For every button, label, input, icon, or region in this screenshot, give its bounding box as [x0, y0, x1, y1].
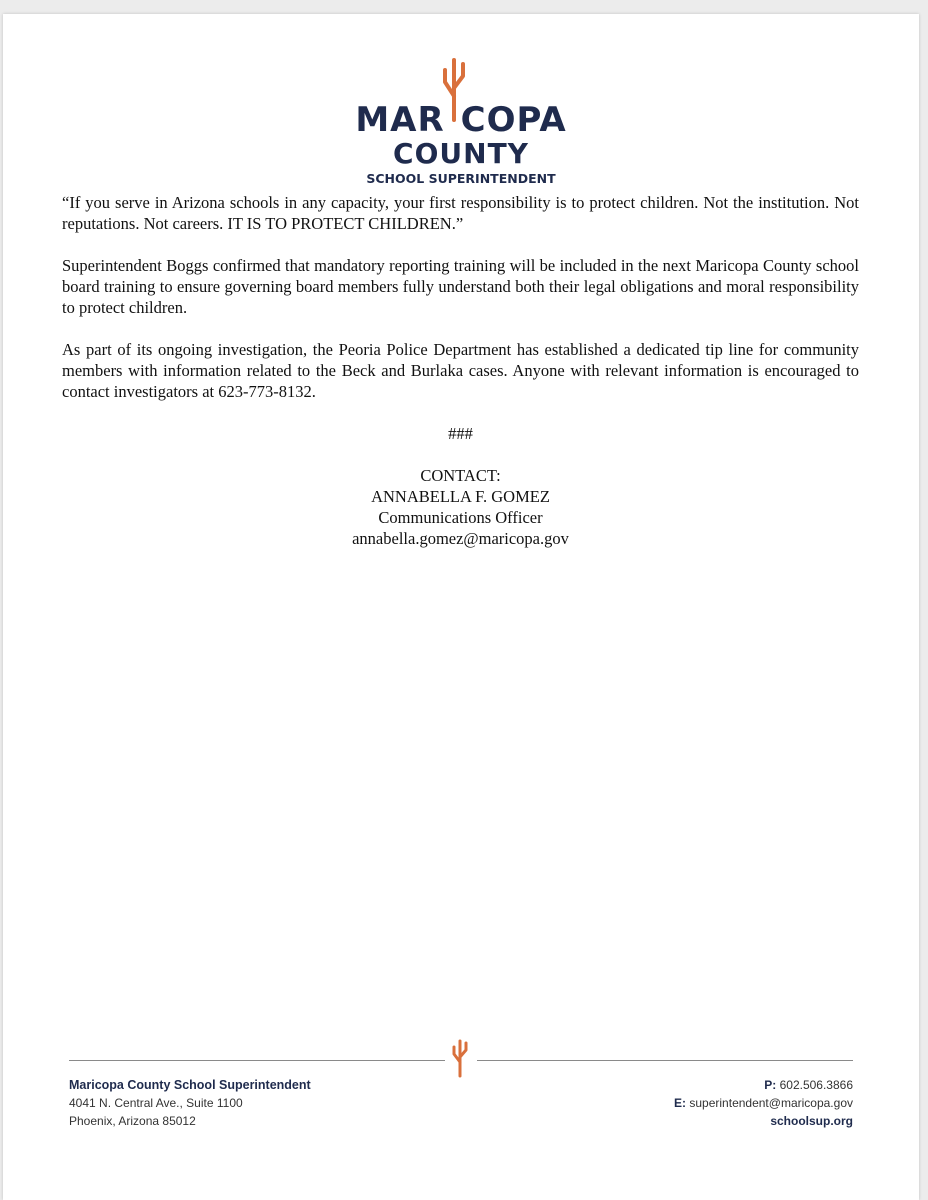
tip-line-paragraph: As part of its ongoing investigation, the Peoria Police Department has established a dedicated tip line for community members with information related to the Beck and Burlaka cases. Anyone with relevant information is encouraged to contact investigators at 623-773-8132. — [62, 340, 859, 401]
footer-email-row — [674, 1094, 853, 1112]
footer-divider-right — [477, 1060, 853, 1061]
footer-divider-left — [69, 1060, 445, 1061]
footer-phone-row — [674, 1076, 853, 1094]
quote-paragraph: “If you serve in Arizona schools in any capacity, your first responsibility is to protect children. Not the institution. Not reputations. Not careers. IT IS TO PROTECT CHILDREN.” — [62, 193, 859, 233]
contact-block — [62, 465, 859, 549]
contact-heading: CONTACT: — [420, 466, 501, 485]
footer-contact — [674, 1076, 853, 1130]
press-release-body — [62, 192, 859, 549]
end-mark: ### — [448, 424, 473, 443]
footer-address — [69, 1076, 311, 1130]
footer-email[interactable]: superintendent@maricopa.gov — [689, 1096, 853, 1110]
contact-name: ANNABELLA F. GOMEZ — [371, 487, 550, 506]
footer-address-line1: 4041 N. Central Ave., Suite 1100 — [69, 1096, 243, 1110]
footer-phone-label: P: — [764, 1078, 777, 1092]
footer-address-line2: Phoenix, Arizona 85012 — [69, 1114, 196, 1128]
contact-title: Communications Officer — [378, 508, 543, 527]
logo-wordmark-maricopa — [3, 100, 919, 140]
document-page — [3, 14, 919, 1200]
logo-text-right: COPA — [460, 100, 567, 140]
logo — [3, 54, 919, 184]
footer-org-name: Maricopa County School Superintendent — [69, 1078, 311, 1092]
training-paragraph: Superintendent Boggs confirmed that mandatory reporting training will be included in the next Maricopa County school board training to ensure governing board members fully understand both their legal obligations and moral responsibility to protect children. — [62, 256, 859, 317]
footer-email-label: E: — [674, 1096, 687, 1110]
cactus-icon — [449, 1038, 471, 1078]
logo-text-left: MAR — [355, 100, 445, 140]
footer-phone[interactable]: 602.506.3866 — [779, 1078, 853, 1092]
logo-subtitle: SCHOOL SUPERINTENDENT — [366, 171, 556, 186]
logo-wordmark-county: COUNTY — [393, 137, 529, 170]
contact-email[interactable]: annabella.gomez@maricopa.gov — [352, 529, 569, 548]
footer-website-link[interactable]: schoolsup.org — [770, 1114, 853, 1128]
